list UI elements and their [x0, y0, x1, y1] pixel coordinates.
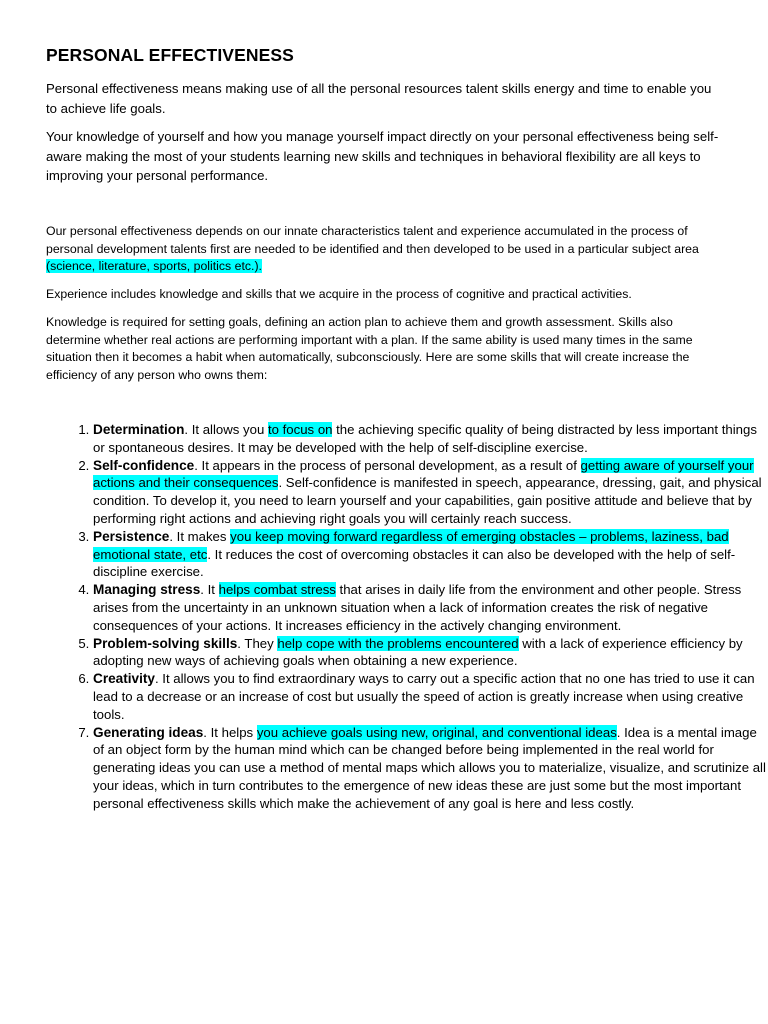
highlighted-text: getting aware of yourself your actions and their consequences	[93, 457, 754, 491]
skill-text: . Self-confidence is manifested in speech, appearance, dressing, gait, and physical condition. To develop it, you need to learn yourself and your capabilities, gain positive attitude and believe that by performing right actions and achieving right goals you will certainly reach success.	[93, 475, 762, 526]
skill-text: the achieving specific quality of being distracted by less important things or spontaneous desires. It may be developed with the help of self-discipline exercise.	[93, 422, 757, 455]
skill-text: that arises in daily life from the environment and other people. Stress arises from the uncertainty in an unknown situation when a lack of information creates the risk of negative consequences of your actions. It increases efficiency in the actively changing environment.	[93, 582, 742, 633]
list-item	[93, 635, 768, 671]
list-item	[93, 581, 768, 634]
skill-text: . It makes	[169, 528, 231, 544]
skill-term: Creativity	[93, 671, 155, 687]
list-item	[93, 670, 768, 723]
skill-term: Managing stress	[93, 582, 201, 598]
intro-paragraph-2: Your knowledge of yourself and how you manage yourself impact directly on your personal effectiveness being self-aware making the most of your students learning new skills and techniques in behavioral flexibility are all keys to improving your personal performance.	[46, 129, 719, 183]
skill-term: Persistence	[93, 528, 170, 544]
skill-text: . It helps	[203, 724, 257, 740]
list-item	[93, 724, 768, 813]
list-item	[93, 421, 768, 457]
skill-text: . They	[237, 635, 278, 651]
skill-text: . It	[200, 582, 219, 598]
skill-term: Determination	[93, 422, 185, 437]
skills-list	[46, 421, 768, 813]
skill-text: . It allows you to find extraordinary ways to carry out a specific action that no one has tried to use it can lead to a decrease or an increase of cost but usually the speed of action is greatly increase when using creative tools.	[93, 671, 755, 722]
skill-text: . It appears in the process of personal development, as a result of	[194, 457, 581, 473]
body-paragraph-1-text: Our personal effectiveness depends on our innate characteristics talent and experience accumulated in the process of personal development talents first are needed to be identified and then developed to be used in a particular subject area	[46, 224, 699, 256]
highlighted-text: helps combat stress	[218, 582, 336, 598]
body-paragraph-2: Experience includes knowledge and skills that we acquire in the process of cognitive and practical activities.	[46, 287, 632, 301]
skill-term: Generating ideas	[93, 724, 204, 740]
body-paragraph-3: Knowledge is required for setting goals, defining an action plan to achieve them and growth assessment. Skills also determine whether real actions are performing important with a plan. If the same ability is used many times in the same situation then it becomes a habit when automatically, subconsciously. Here are some skills that will create increase the efficiency of any person who owns them:	[46, 315, 693, 382]
intro-paragraph-1: Personal effectiveness means making use of all the personal resources talent skills energy and time to enable you to achieve life goals.	[46, 81, 712, 116]
highlighted-text: you keep moving forward regardless of emerging obstacles – problems, laziness, bad emotional state, etc	[93, 528, 729, 562]
highlighted-text: you achieve goals using new, original, and conventional ideas	[256, 724, 617, 740]
highlighted-text: to focus on	[267, 422, 333, 437]
highlighted-text: help cope with the problems encountered	[277, 635, 519, 651]
skill-term: Problem-solving skills	[93, 635, 238, 651]
skill-text: . It allows you	[184, 422, 268, 437]
list-item	[93, 528, 768, 581]
skill-text: . Idea is a mental image of an object form by the human mind which can be changed before being implemented in the real world for generating ideas you can use a method of mental maps which allows you to materialize, visualize, and scrutinize all your ideas, which in turn contributes to the emergence of new ideas these are just some but the most important personal effectiveness skills which make the achievement of any goal is here and less costly.	[93, 724, 766, 811]
body-paragraph-1	[46, 223, 722, 276]
highlighted-text: (science, literature, sports, politics etc.).	[46, 259, 262, 273]
page-title: PERSONAL EFFECTIVENESS	[46, 45, 294, 65]
list-item	[93, 457, 768, 528]
skill-text: with a lack of experience efficiency by adopting new ways of achieving goals when obtaining a new experience.	[93, 635, 743, 669]
skill-text: . It reduces the cost of overcoming obstacles it can also be developed with the help of self-discipline exercise.	[93, 546, 736, 580]
skill-term: Self-confidence	[93, 457, 195, 473]
